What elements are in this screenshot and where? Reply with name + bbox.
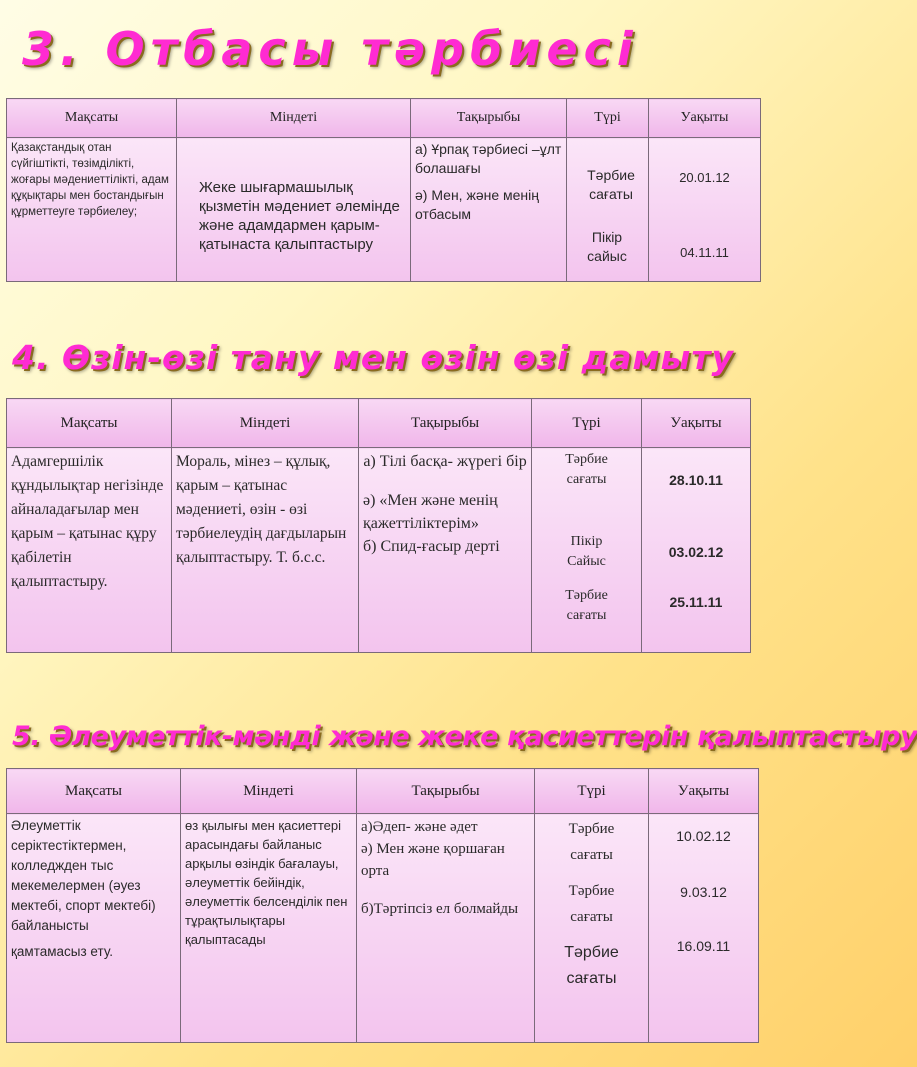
date-cell	[649, 814, 759, 1043]
date-item: 04.11.11	[680, 245, 729, 260]
kind-cell	[535, 814, 649, 1043]
section-4-heading: 4. Өзін-өзі тану мен өзін өзі дамыту	[12, 338, 734, 377]
self-knowledge-table	[6, 398, 751, 653]
social-qualities-table	[6, 768, 759, 1043]
goal-cell: Қазақстандық отан сүйгіштікті, төзімділікті, жоғары мәдениеттілікті, адам құқықтары мен бостандығын құрметтеуге тәрбиелеу;	[7, 138, 177, 282]
date-item: 10.02.12	[676, 828, 731, 844]
kind-item: Тәрбие сағаты	[587, 167, 635, 202]
header-task: Міндеті	[172, 399, 359, 448]
kind-cell	[532, 448, 642, 653]
header-date: Уақыты	[642, 399, 751, 448]
header-goal: Мақсаты	[7, 99, 177, 138]
table-row	[7, 814, 759, 1043]
kind-item: Тәрбие сағаты	[568, 883, 615, 925]
date-item: 16.09.11	[676, 938, 731, 954]
date-item: 25.11.11	[669, 594, 723, 610]
header-kind: Түрі	[532, 399, 642, 448]
topic-cell	[411, 138, 567, 282]
header-goal: Мақсаты	[7, 399, 172, 448]
family-education-table	[6, 98, 761, 282]
task-cell: өз қылығы мен қасиеттері арасындағы байланыс арқылы өзіндік бағалауы, әлеуметтік бейіндік, әлеуметтік белсенділік пен тұрақтылықтары қалыптасады	[181, 814, 357, 1043]
date-cell	[642, 448, 751, 653]
header-date: Уақыты	[649, 769, 759, 814]
topic-item: б)Тәртіпсіз ел болмайды	[361, 901, 519, 917]
kind-item: Тәрбие сағаты	[564, 944, 619, 987]
topic-item: а) Тілі басқа- жүрегі бір	[363, 453, 527, 470]
section-3-heading: 3. Отбасы тәрбиесі	[22, 22, 639, 76]
table-header-row	[7, 769, 759, 814]
kind-item: Пікір сайыс	[587, 229, 627, 264]
topic-cell	[357, 814, 535, 1043]
header-topic: Тақырыбы	[359, 399, 532, 448]
section-5-heading: 5. Әлеуметтік-мәнді және жеке қасиеттерін қалыптастыру	[12, 721, 917, 752]
topic-cell	[359, 448, 532, 653]
kind-item: Пікір Сайыс	[567, 534, 606, 569]
table-header-row	[7, 399, 751, 448]
kind-item: Тәрбие сағаты	[565, 588, 608, 623]
date-item: 28.10.11	[669, 472, 723, 488]
topic-item: б) Спид-ғасыр дерті	[363, 538, 500, 555]
header-kind: Түрі	[535, 769, 649, 814]
table-header-row	[7, 99, 761, 138]
task-cell: Мораль, мінез – құлық, қарым – қатынас мәдениеті, өзін - өзі тәрбиелеудің дағдыларын қалыптастыру. Т. б.с.с.	[172, 448, 359, 653]
header-goal: Мақсаты	[7, 769, 181, 814]
goal-cell: Адамгершілік құндылықтар негізінде айналадағылар мен қарым – қатынас құру қабілетін қалыптастыру.	[7, 448, 172, 653]
table-row	[7, 448, 751, 653]
topic-item: ә) Мен, және менің отбасым	[415, 187, 539, 222]
date-item: 20.01.12	[679, 170, 730, 185]
topic-item: ә) «Мен және менің қажеттіліктерім»	[363, 492, 498, 532]
kind-cell	[567, 138, 649, 282]
header-topic: Тақырыбы	[411, 99, 567, 138]
kind-item: Тәрбие сағаты	[568, 821, 615, 863]
topic-item: а)Әдеп- және әдет	[361, 819, 478, 835]
kind-item: Тәрбие сағаты	[565, 452, 608, 487]
header-date: Уақыты	[649, 99, 761, 138]
task-cell: Жеке шығармашылық қызметін мәдениет әлемінде және адамдармен қарым-қатынаста қалыптастыру	[177, 138, 411, 282]
header-task: Міндеті	[177, 99, 411, 138]
date-cell	[649, 138, 761, 282]
header-topic: Тақырыбы	[357, 769, 535, 814]
header-task: Міндеті	[181, 769, 357, 814]
table-row	[7, 138, 761, 282]
topic-item: а) Ұрпақ тәрбиесі –ұлт болашағы	[415, 141, 562, 176]
topic-item: ә) Мен және қоршаған орта	[361, 841, 505, 879]
date-item: 9.03.12	[680, 884, 727, 900]
header-kind: Түрі	[567, 99, 649, 138]
goal-text: қамтамасыз ету.	[11, 944, 113, 959]
goal-text: Әлеуметтік серіктестіктермен, колледжден тыс мекемелермен (әуез мектебі, спорт мектебі) байланысты	[11, 818, 156, 933]
goal-cell	[7, 814, 181, 1043]
date-item: 03.02.12	[668, 544, 724, 560]
